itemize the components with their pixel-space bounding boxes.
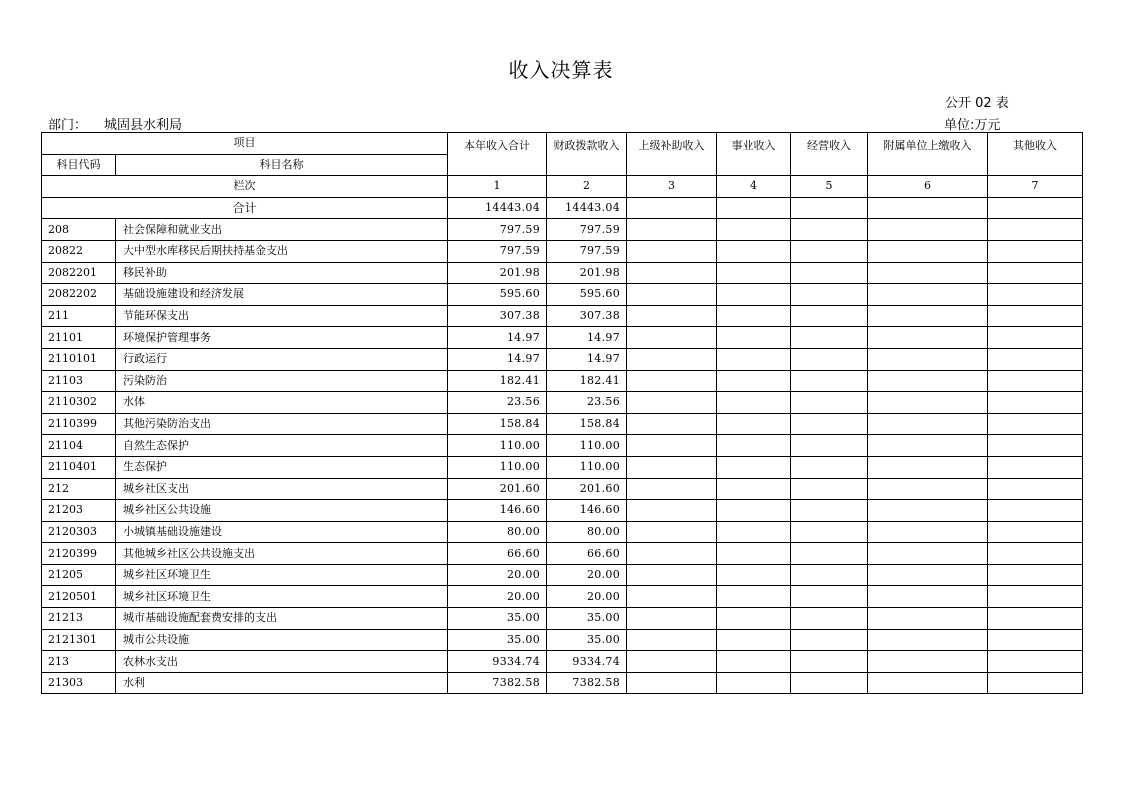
row-business-income: [717, 370, 791, 392]
row-fiscal-appropriation: 9334.74: [547, 651, 627, 673]
row-fiscal-appropriation: 66.60: [547, 543, 627, 565]
row-operating-income: [791, 608, 868, 630]
row-name: 大中型水库移民后期扶持基金支出: [116, 240, 448, 262]
row-fiscal-appropriation: 14.97: [547, 327, 627, 349]
row-fiscal-appropriation: 20.00: [547, 586, 627, 608]
row-other-income: [988, 564, 1083, 586]
row-superior-subsidy: [627, 392, 717, 414]
row-business-income: [717, 543, 791, 565]
table-row: [42, 608, 1083, 630]
income-table: [41, 132, 1083, 694]
row-business-income: [717, 456, 791, 478]
row-superior-subsidy: [627, 284, 717, 306]
row-code: 2082201: [42, 262, 116, 284]
row-affiliated-income: [868, 219, 988, 241]
row-business-income: [717, 478, 791, 500]
table-row: [42, 240, 1083, 262]
row-total-income: 80.00: [448, 521, 547, 543]
row-name: 自然生态保护: [116, 435, 448, 457]
total-col1: 14443.04: [448, 197, 547, 219]
row-code: 2120399: [42, 543, 116, 565]
row-fiscal-appropriation: 23.56: [547, 392, 627, 414]
row-operating-income: [791, 543, 868, 565]
row-name: 节能环保支出: [116, 305, 448, 327]
total-col6: [868, 197, 988, 219]
row-name: 水体: [116, 392, 448, 414]
row-business-income: [717, 500, 791, 522]
column-number: 6: [868, 176, 988, 198]
row-operating-income: [791, 262, 868, 284]
row-business-income: [717, 608, 791, 630]
row-name: 小城镇基础设施建设: [116, 521, 448, 543]
row-other-income: [988, 672, 1083, 694]
header-name: 科目名称: [116, 154, 448, 176]
row-total-income: 110.00: [448, 456, 547, 478]
row-code: 2110101: [42, 348, 116, 370]
row-total-income: 66.60: [448, 543, 547, 565]
row-name: 其他污染防治支出: [116, 413, 448, 435]
table-row: [42, 348, 1083, 370]
row-name: 移民补助: [116, 262, 448, 284]
row-total-income: 7382.58: [448, 672, 547, 694]
row-business-income: [717, 521, 791, 543]
row-affiliated-income: [868, 305, 988, 327]
row-superior-subsidy: [627, 586, 717, 608]
row-fiscal-appropriation: 158.84: [547, 413, 627, 435]
row-superior-subsidy: [627, 413, 717, 435]
row-other-income: [988, 500, 1083, 522]
row-affiliated-income: [868, 564, 988, 586]
table-row: [42, 413, 1083, 435]
row-code: 2110401: [42, 456, 116, 478]
row-affiliated-income: [868, 327, 988, 349]
row-other-income: [988, 435, 1083, 457]
header-lanci: 栏次: [42, 176, 448, 198]
row-name: 城乡社区环境卫生: [116, 586, 448, 608]
row-affiliated-income: [868, 478, 988, 500]
table-row: [42, 586, 1083, 608]
row-operating-income: [791, 629, 868, 651]
row-code: 21103: [42, 370, 116, 392]
row-total-income: 307.38: [448, 305, 547, 327]
row-operating-income: [791, 392, 868, 414]
row-affiliated-income: [868, 284, 988, 306]
table-row: [42, 305, 1083, 327]
row-business-income: [717, 327, 791, 349]
row-name: 城乡社区支出: [116, 478, 448, 500]
total-col3: [627, 197, 717, 219]
table-row: [42, 500, 1083, 522]
row-business-income: [717, 240, 791, 262]
row-total-income: 35.00: [448, 608, 547, 630]
row-code: 2121301: [42, 629, 116, 651]
column-number: 7: [988, 176, 1083, 198]
row-other-income: [988, 219, 1083, 241]
total-col5: [791, 197, 868, 219]
row-other-income: [988, 478, 1083, 500]
table-row: [42, 521, 1083, 543]
row-operating-income: [791, 219, 868, 241]
row-operating-income: [791, 327, 868, 349]
header-col3: 上级补助收入: [627, 133, 717, 176]
row-total-income: 182.41: [448, 370, 547, 392]
row-code: 21101: [42, 327, 116, 349]
row-total-income: 35.00: [448, 629, 547, 651]
row-operating-income: [791, 672, 868, 694]
row-business-income: [717, 629, 791, 651]
unit-label: 单位:万元: [944, 118, 1001, 133]
row-affiliated-income: [868, 348, 988, 370]
row-superior-subsidy: [627, 608, 717, 630]
row-business-income: [717, 586, 791, 608]
row-business-income: [717, 305, 791, 327]
row-total-income: 797.59: [448, 219, 547, 241]
row-operating-income: [791, 521, 868, 543]
row-operating-income: [791, 284, 868, 306]
table-row: [42, 392, 1083, 414]
row-code: 2120501: [42, 586, 116, 608]
row-business-income: [717, 435, 791, 457]
row-fiscal-appropriation: 14.97: [547, 348, 627, 370]
row-operating-income: [791, 348, 868, 370]
row-superior-subsidy: [627, 435, 717, 457]
row-other-income: [988, 240, 1083, 262]
row-affiliated-income: [868, 651, 988, 673]
row-other-income: [988, 327, 1083, 349]
row-code: 2110302: [42, 392, 116, 414]
row-superior-subsidy: [627, 262, 717, 284]
row-superior-subsidy: [627, 478, 717, 500]
row-total-income: 201.60: [448, 478, 547, 500]
row-superior-subsidy: [627, 500, 717, 522]
row-code: 2120303: [42, 521, 116, 543]
row-superior-subsidy: [627, 543, 717, 565]
header-code: 科目代码: [42, 154, 116, 176]
row-fiscal-appropriation: 201.98: [547, 262, 627, 284]
row-total-income: 20.00: [448, 564, 547, 586]
row-affiliated-income: [868, 370, 988, 392]
row-other-income: [988, 370, 1083, 392]
row-fiscal-appropriation: 20.00: [547, 564, 627, 586]
row-total-income: 14.97: [448, 348, 547, 370]
row-fiscal-appropriation: 595.60: [547, 284, 627, 306]
row-affiliated-income: [868, 500, 988, 522]
table-row: [42, 262, 1083, 284]
total-label: 合计: [42, 197, 448, 219]
row-code: 21213: [42, 608, 116, 630]
total-col7: [988, 197, 1083, 219]
row-superior-subsidy: [627, 219, 717, 241]
row-other-income: [988, 284, 1083, 306]
row-superior-subsidy: [627, 564, 717, 586]
table-row: [42, 327, 1083, 349]
row-affiliated-income: [868, 543, 988, 565]
column-number: 3: [627, 176, 717, 198]
row-business-income: [717, 413, 791, 435]
row-affiliated-income: [868, 629, 988, 651]
row-total-income: 595.60: [448, 284, 547, 306]
row-affiliated-income: [868, 521, 988, 543]
row-total-income: 14.97: [448, 327, 547, 349]
row-code: 20822: [42, 240, 116, 262]
row-other-income: [988, 392, 1083, 414]
row-total-income: 20.00: [448, 586, 547, 608]
row-operating-income: [791, 240, 868, 262]
header-col4: 事业收入: [717, 133, 791, 176]
row-superior-subsidy: [627, 629, 717, 651]
row-business-income: [717, 219, 791, 241]
row-name: 城市公共设施: [116, 629, 448, 651]
row-total-income: 201.98: [448, 262, 547, 284]
row-superior-subsidy: [627, 348, 717, 370]
row-superior-subsidy: [627, 456, 717, 478]
row-affiliated-income: [868, 240, 988, 262]
table-row: [42, 219, 1083, 241]
data-rows: [42, 219, 1083, 694]
row-superior-subsidy: [627, 370, 717, 392]
row-operating-income: [791, 651, 868, 673]
table-row: [42, 478, 1083, 500]
form-number: 公开 02 表: [945, 96, 1009, 111]
table-row: [42, 456, 1083, 478]
department-label: 部门：: [48, 118, 88, 133]
header-project: 项目: [42, 133, 448, 155]
row-other-income: [988, 608, 1083, 630]
row-affiliated-income: [868, 435, 988, 457]
row-superior-subsidy: [627, 327, 717, 349]
row-name: 行政运行: [116, 348, 448, 370]
header-col2: 财政拨款收入: [547, 133, 627, 176]
column-number: 2: [547, 176, 627, 198]
row-total-income: 23.56: [448, 392, 547, 414]
row-total-income: 158.84: [448, 413, 547, 435]
row-business-income: [717, 672, 791, 694]
table-row: [42, 629, 1083, 651]
row-superior-subsidy: [627, 521, 717, 543]
row-name: 城市基础设施配套费安排的支出: [116, 608, 448, 630]
row-fiscal-appropriation: 35.00: [547, 629, 627, 651]
row-fiscal-appropriation: 182.41: [547, 370, 627, 392]
row-name: 污染防治: [116, 370, 448, 392]
row-code: 21205: [42, 564, 116, 586]
row-name: 城乡社区公共设施: [116, 500, 448, 522]
row-superior-subsidy: [627, 672, 717, 694]
row-code: 208: [42, 219, 116, 241]
row-name: 社会保障和就业支出: [116, 219, 448, 241]
row-other-income: [988, 413, 1083, 435]
row-fiscal-appropriation: 110.00: [547, 435, 627, 457]
row-operating-income: [791, 305, 868, 327]
row-operating-income: [791, 500, 868, 522]
row-fiscal-appropriation: 110.00: [547, 456, 627, 478]
row-other-income: [988, 651, 1083, 673]
row-total-income: 110.00: [448, 435, 547, 457]
row-operating-income: [791, 413, 868, 435]
row-other-income: [988, 586, 1083, 608]
header-col6: 附属单位上缴收入: [868, 133, 988, 176]
row-other-income: [988, 348, 1083, 370]
row-other-income: [988, 543, 1083, 565]
row-affiliated-income: [868, 392, 988, 414]
row-superior-subsidy: [627, 240, 717, 262]
row-total-income: 9334.74: [448, 651, 547, 673]
header-row-1: [42, 133, 1083, 155]
row-fiscal-appropriation: 307.38: [547, 305, 627, 327]
row-business-income: [717, 262, 791, 284]
total-row: [42, 197, 1083, 219]
header-col5: 经营收入: [791, 133, 868, 176]
table-row: [42, 435, 1083, 457]
row-superior-subsidy: [627, 305, 717, 327]
row-total-income: 797.59: [448, 240, 547, 262]
row-code: 2082202: [42, 284, 116, 306]
total-col4: [717, 197, 791, 219]
row-code: 21104: [42, 435, 116, 457]
row-other-income: [988, 521, 1083, 543]
table-row: [42, 564, 1083, 586]
table-row: [42, 651, 1083, 673]
table-row: [42, 284, 1083, 306]
row-operating-income: [791, 478, 868, 500]
row-affiliated-income: [868, 586, 988, 608]
row-affiliated-income: [868, 456, 988, 478]
header-lanci-row: [42, 176, 1083, 198]
row-other-income: [988, 629, 1083, 651]
row-fiscal-appropriation: 797.59: [547, 219, 627, 241]
row-code: 2110399: [42, 413, 116, 435]
row-affiliated-income: [868, 608, 988, 630]
row-fiscal-appropriation: 35.00: [547, 608, 627, 630]
row-name: 农林水支出: [116, 651, 448, 673]
row-name: 环境保护管理事务: [116, 327, 448, 349]
report-title: 收入决算表: [508, 58, 614, 82]
row-name: 城乡社区环境卫生: [116, 564, 448, 586]
row-name: 生态保护: [116, 456, 448, 478]
department-name: 城固县水利局: [104, 118, 183, 133]
row-operating-income: [791, 370, 868, 392]
header-col7: 其他收入: [988, 133, 1083, 176]
row-other-income: [988, 456, 1083, 478]
row-operating-income: [791, 586, 868, 608]
row-business-income: [717, 348, 791, 370]
row-total-income: 146.60: [448, 500, 547, 522]
column-number: 5: [791, 176, 868, 198]
row-affiliated-income: [868, 413, 988, 435]
total-col2: 14443.04: [547, 197, 627, 219]
row-fiscal-appropriation: 146.60: [547, 500, 627, 522]
row-business-income: [717, 564, 791, 586]
row-other-income: [988, 262, 1083, 284]
row-operating-income: [791, 456, 868, 478]
table-row: [42, 543, 1083, 565]
row-fiscal-appropriation: 201.60: [547, 478, 627, 500]
table-row: [42, 370, 1083, 392]
row-affiliated-income: [868, 672, 988, 694]
row-fiscal-appropriation: 7382.58: [547, 672, 627, 694]
row-operating-income: [791, 564, 868, 586]
row-code: 211: [42, 305, 116, 327]
row-business-income: [717, 651, 791, 673]
column-number: 4: [717, 176, 791, 198]
row-affiliated-income: [868, 262, 988, 284]
row-other-income: [988, 305, 1083, 327]
row-name: 水利: [116, 672, 448, 694]
row-fiscal-appropriation: 80.00: [547, 521, 627, 543]
header-col1: 本年收入合计: [448, 133, 547, 176]
row-business-income: [717, 392, 791, 414]
row-operating-income: [791, 435, 868, 457]
row-superior-subsidy: [627, 651, 717, 673]
table-row: [42, 672, 1083, 694]
row-code: 21303: [42, 672, 116, 694]
row-code: 213: [42, 651, 116, 673]
column-number: 1: [448, 176, 547, 198]
row-code: 21203: [42, 500, 116, 522]
row-name: 其他城乡社区公共设施支出: [116, 543, 448, 565]
row-name: 基础设施建设和经济发展: [116, 284, 448, 306]
row-code: 212: [42, 478, 116, 500]
row-business-income: [717, 284, 791, 306]
row-fiscal-appropriation: 797.59: [547, 240, 627, 262]
